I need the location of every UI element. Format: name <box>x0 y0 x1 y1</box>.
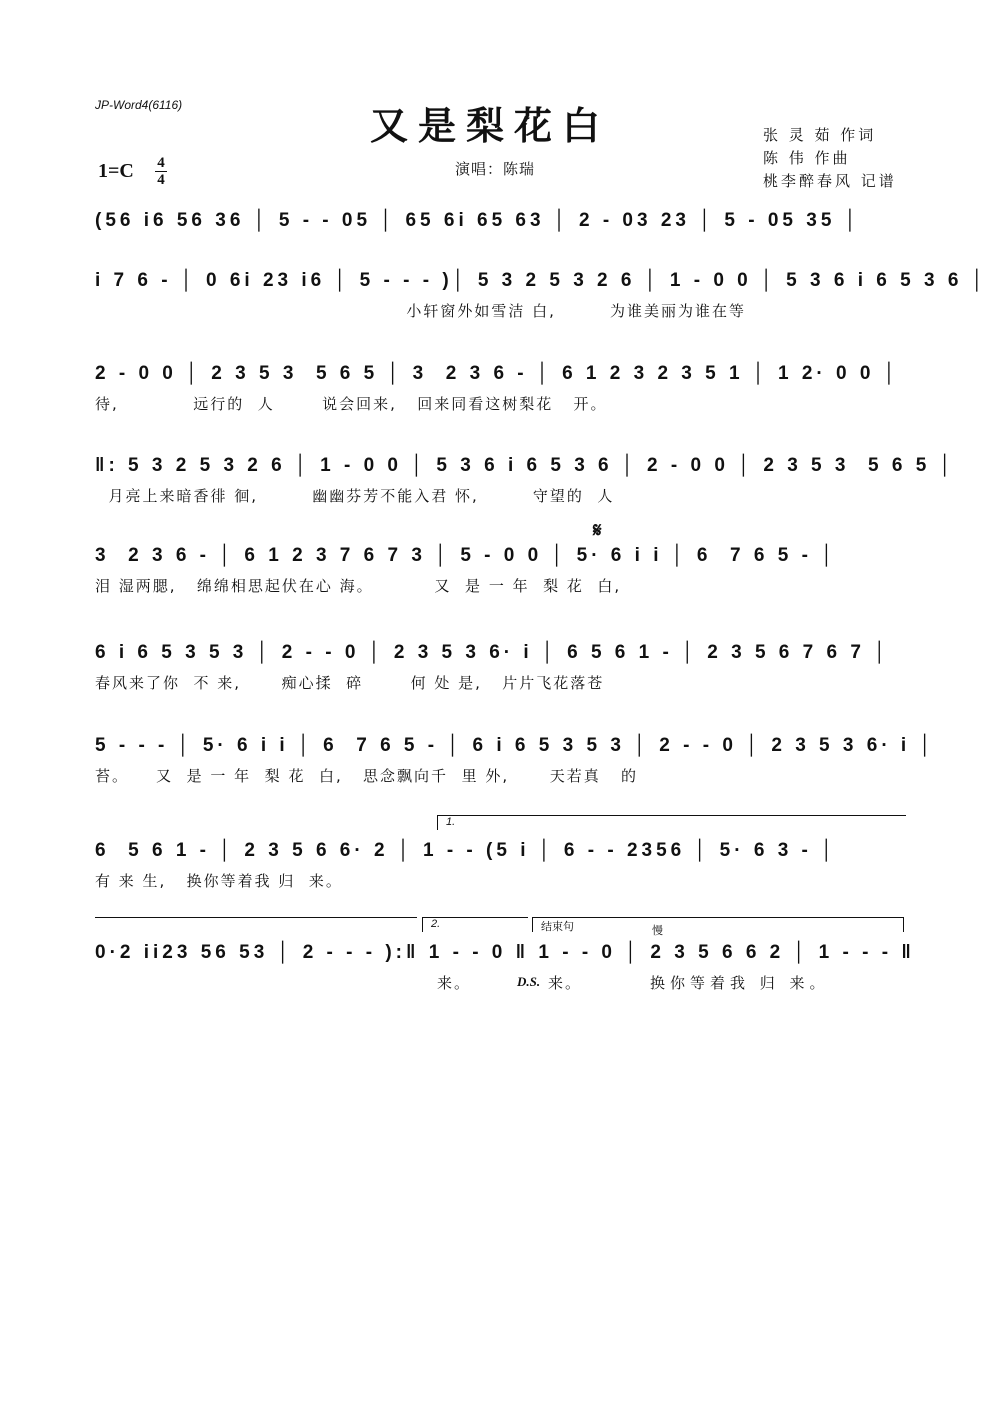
singer-credit: 演唱：陈瑞 <box>455 160 536 178</box>
meta-id: JP-Word4(6116) <box>95 98 183 112</box>
row-7-lyrics: 苔。 又 是 一 年 梨 花 白, 思念飘向千 里 外, 天若真 的 <box>95 767 639 785</box>
time-top: 4 <box>157 155 165 171</box>
page-title: 又是梨花白 <box>370 103 611 148</box>
row-1-notes: (56 i6 56 36 │ 5 - - 05 │ 65 6i 65 63 │ 2 - 03 23 │ 5 - 05 35 │ <box>95 210 861 231</box>
row-9-lyric-a: 来。 <box>437 974 472 992</box>
ending-bracket <box>532 917 904 932</box>
lyricist-credit: 张 灵 茹 作词 <box>763 126 877 144</box>
volta-1-label: 1. <box>446 816 456 828</box>
row-6-lyrics: 春风来了你 不 来, 痴心揉 碎 何 处 是, 片片飞花落苍 <box>95 674 605 692</box>
row-6-notes: 6 i 6 5 3 5 3 │ 2 - - 0 │ 2 3 5 3 6· i │ 6 5 6 1 - │ 2 3 5 6 7 6 7 │ <box>95 642 891 663</box>
row-3-notes: 2 - 0 0 │ 2 3 5 3 5 6 5 │ 3 2 3 6 - │ 6 1 2 3 2 3 5 1 │ 1 2· 0 0 │ <box>95 363 900 384</box>
row-9-lyric-c: 换你等着我 归 来。 <box>650 974 830 992</box>
row-4-lyrics: 月亮上来暗香徘 徊, 幽幽芬芳不能入君 怀, 守望的 人 <box>95 487 615 505</box>
transcriber-credit: 桃李醉春风 记谱 <box>763 172 897 190</box>
row-8-lyrics: 有 来 生, 换你等着我 归 来。 <box>95 872 343 890</box>
row-5-notes: 3 2 3 6 - │ 6 1 2 3 7 6 7 3 │ 5 - 0 0 │ 5· 6 i i │ 6 7 6 5 - │ <box>95 545 838 566</box>
row-4-notes: ‖: 5 3 2 5 3 2 6 │ 1 - 0 0 │ 5 3 6 i 6 5 3 6 │ 2 - 0 0 │ 2 3 5 3 5 6 5 │ <box>95 455 956 476</box>
composer-credit: 陈 伟 作曲 <box>763 149 851 167</box>
volta-2-label: 2. <box>431 918 441 930</box>
row-3-lyrics: 待, 远行的 人 说会回来, 回来同看这树梨花 开。 <box>95 395 608 413</box>
row-2-lyrics: 小轩窗外如雪洁 白, 为谁美丽为谁在等 <box>95 302 747 320</box>
tempo-mark: 慢 <box>652 924 663 937</box>
time-signature <box>155 156 167 187</box>
ds-mark: D.S. <box>517 974 541 989</box>
row-9-notes: 0·2 ii23 56 53 │ 2 - - - ):‖ 1 - - 0 ‖ 1 - - 0 │ 2 3 5 6 6 2 │ 1 - - - ‖ <box>95 942 915 963</box>
volta-2-bracket <box>422 917 528 932</box>
key-signature: 1=C <box>98 160 134 182</box>
segno-sign: 𝄋 <box>593 518 602 542</box>
time-bottom: 4 <box>157 172 165 188</box>
row-8-notes: 6 5 6 1 - │ 2 3 5 6 6· 2 │ 1 - - (5 i │ 6 - - 2356 │ 5· 6 3 - │ <box>95 840 838 861</box>
row-5-lyrics: 泪 湿两腮, 绵绵相思起伏在心 海。 又 是 一 年 梨 花 白, <box>95 577 622 595</box>
repeat-line <box>95 917 417 918</box>
ending-label: 结束句 <box>541 921 574 933</box>
row-9-lyric-b: 来。 <box>548 974 583 992</box>
volta-1-bracket <box>437 815 906 830</box>
row-2-notes: i 7 6 - │ 0 6i 23 i6 │ 5 - - - )│ 5 3 2 5 3 2 6 │ 1 - 0 0 │ 5 3 6 i 6 5 3 6 │ <box>95 270 988 291</box>
row-7-notes: 5 - - - │ 5· 6 i i │ 6 7 6 5 - │ 6 i 6 5 3 5 3 │ 2 - - 0 │ 2 3 5 3 6· i │ <box>95 735 936 756</box>
